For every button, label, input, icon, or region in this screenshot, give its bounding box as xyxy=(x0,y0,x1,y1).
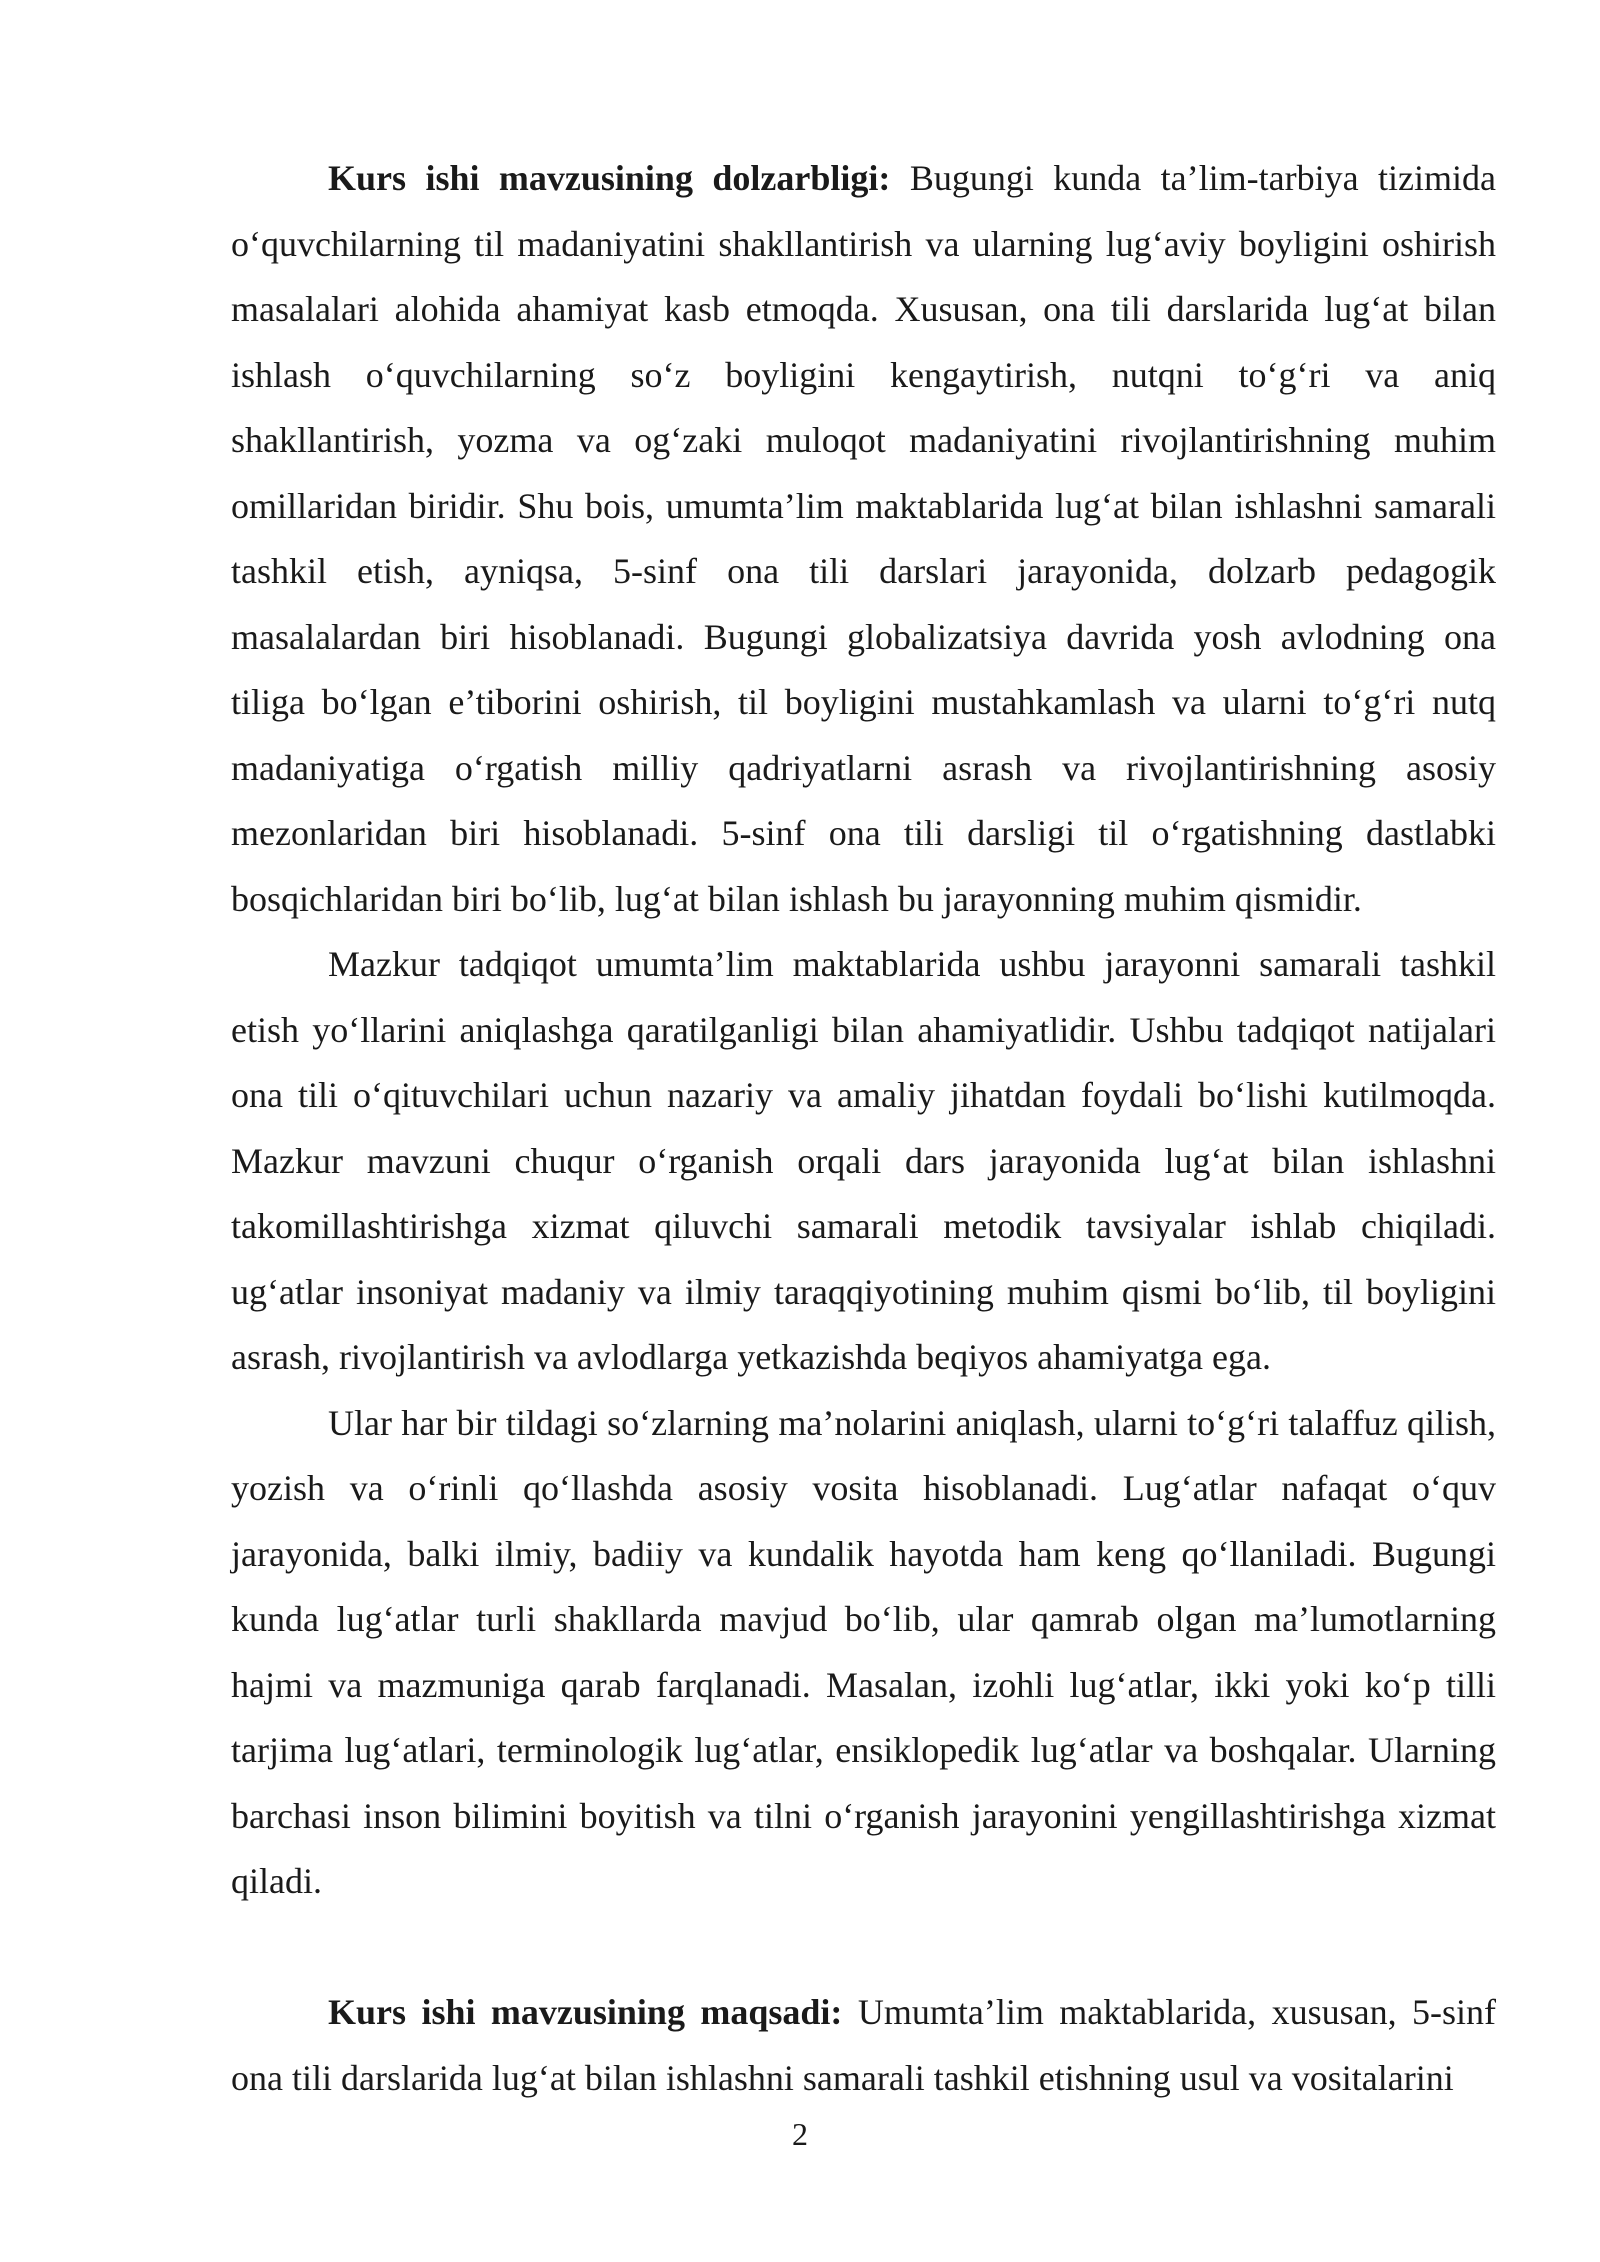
body-text xyxy=(231,146,1496,2111)
section-heading-goal: Kurs ishi mavzusining maqsadi: xyxy=(328,1992,843,2032)
paragraph-dictionaries xyxy=(231,1391,1496,1915)
paragraph-text: Umumta’lim maktablarida, xususan, 5-sinf ona tili darslarida lug‘at bilan ishlashni samarali tashkil etishning usul va vositalarini xyxy=(231,1992,1497,2098)
paragraph-research-significance xyxy=(231,932,1496,1391)
paragraph-text: Mazkur tadqiqot umumta’lim maktablarida ushbu jarayonni samarali tashkil etish yo‘llarini aniqlashga qaratilganligi bilan ahamiyatlidir. Ushbu tadqiqot natijalari ona tili o‘qituvchilari uchun nazariy va amaliy jihatdan foydali bo‘lishi kutilmoqda. Mazkur mavzuni chuqur o‘rganish orqali dars jarayonida lug‘at bilan ishlashni takomillashtirishga xizmat qiluvchi samarali metodik tavsiyalar ishlab chiqiladi. ug‘atlar insoniyat madaniy va ilmiy taraqqiyotining muhim qismi bo‘lib, til boyligini asrash, rivojlantirish va avlodlarga yetkazishda beqiyos ahamiyatga ega. xyxy=(231,944,1496,1377)
page-number: 2 xyxy=(792,2116,808,2152)
paragraph-goal xyxy=(231,1980,1496,2111)
paragraph-text: Bugungi kunda ta’lim-tarbiya tizimida o‘quvchilarning til madaniyatini shakllantirish va ularning lug‘aviy boyligini oshirish masalalari alohida ahamiyat kasb etmoqda. Xususan, ona tili darslarida lug‘at bilan ishlash o‘quvchilarning so‘z boyligini kengaytirish, nutqni to‘g‘ri va aniq shakllantirish, yozma va og‘zaki muloqot madaniyatini rivojlantirishning muhim omillaridan biridir. Shu bois, umumta’lim maktablarida lug‘at bilan ishlashni samarali tashkil etish, ayniqsa, 5-sinf ona tili darslari jarayonida, dolzarb pedagogik masalalardan biri hisoblanadi. Bugungi globalizatsiya davrida yosh avlodning ona tiliga bo‘lgan e’tiborini oshirish, til boyligini mustahkamlash va ularni to‘g‘ri nutq madaniyatiga o‘rgatish milliy qadriyatlarni asrash va rivojlantirishning asosiy mezonlaridan biri hisoblanadi. 5-sinf ona tili darsligi til o‘rgatishning dastlabki bosqichlaridan biri bo‘lib, lug‘at bilan ishlash bu jarayonning muhim qismidir. xyxy=(231,158,1496,919)
paragraph-relevance xyxy=(231,146,1496,932)
paragraph-text: Ular har bir tildagi so‘zlarning ma’nolarini aniqlash, ularni to‘g‘ri talaffuz qilish, yozish va o‘rinli qo‘llashda asosiy vosita hisoblanadi. Lug‘atlar nafaqat o‘quv jarayonida, balki ilmiy, badiiy va kundalik hayotda ham keng qo‘llaniladi. Bugungi kunda lug‘atlar turli shakllarda mavjud bo‘lib, ular qamrab olgan ma’lumotlarning hajmi va mazmuniga qarab farqlanadi. Masalan, izohli lug‘atlar, ikki yoki ko‘p tilli tarjima lug‘atlari, terminologik lug‘atlar, ensiklopedik lug‘atlar va boshqalar. Ularning barchasi inson bilimini boyitish va tilni o‘rganish jarayonini yengillashtirishga xizmat qiladi. xyxy=(231,1402,1496,1901)
section-heading-relevance: Kurs ishi mavzusining dolzarbligi: xyxy=(328,158,891,198)
